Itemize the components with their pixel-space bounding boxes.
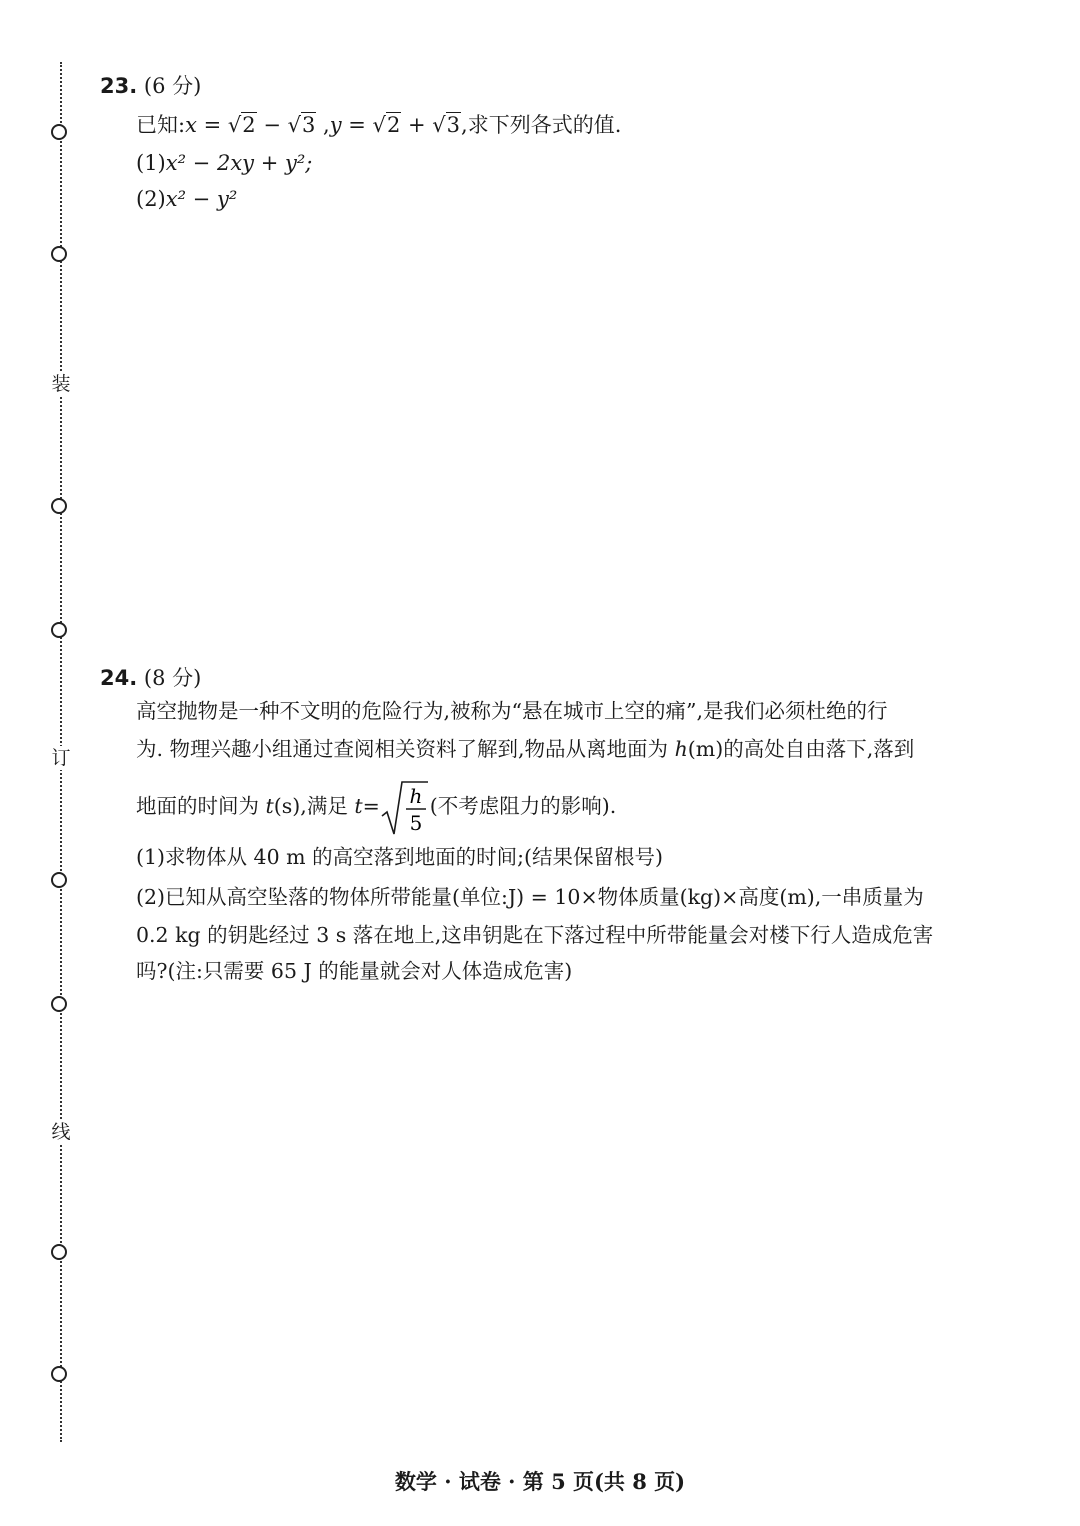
q23-part1-expr: x² − 2xy + y²; bbox=[165, 151, 313, 175]
q23-part2-expr: x² − y² bbox=[165, 187, 238, 211]
q24-header bbox=[100, 662, 201, 692]
q23-sep: , bbox=[316, 113, 330, 137]
q23-given bbox=[136, 110, 621, 140]
q23-part2-label: (2) bbox=[136, 187, 166, 211]
q24-line2-a: 为. 物理兴趣小组通过查阅相关资料了解到,物品从离地面为 bbox=[136, 737, 675, 761]
q23-eq-2: = bbox=[341, 113, 373, 137]
q24-line3-c: (不考虑阻力的影响). bbox=[429, 794, 617, 818]
q24-part2-line3: 吗?(注:只需要 65 J 的能量就会对人体造成危害) bbox=[136, 959, 573, 983]
q23-points: (6 分) bbox=[143, 74, 202, 98]
q24-line3 bbox=[136, 776, 616, 838]
sqrt-3: √3 bbox=[432, 113, 461, 137]
q24-var-h: h bbox=[674, 737, 688, 761]
q24-part1: (1)求物体从 40 m 的高空落到地面的时间;(结果保留根号) bbox=[136, 845, 664, 869]
q23-minus: − bbox=[256, 113, 288, 137]
q24-line1: 高空抛物是一种不文明的危险行为,被称为“悬在城市上空的痛”,是我们必须杜绝的行 bbox=[136, 699, 888, 723]
binding-hole bbox=[51, 996, 67, 1012]
q24-line3-b: (s),满足 bbox=[273, 794, 355, 818]
sqrt-2: √2 bbox=[372, 113, 401, 137]
margin-char-ding: 订 bbox=[51, 747, 71, 769]
binding-hole bbox=[51, 872, 67, 888]
q24-line3-a: 地面的时间为 bbox=[136, 794, 266, 818]
binding-hole bbox=[51, 1366, 67, 1382]
q24-number: 24. bbox=[100, 666, 138, 690]
q23-given-suffix: ,求下列各式的值. bbox=[461, 113, 622, 137]
q24-part2-line1: (2)已知从高空坠落的物体所带能量(单位:J) = 10×物体质量(kg)×高度(m),一串质量为 bbox=[136, 885, 924, 909]
page-footer: 数学 · 试卷 · 第 5 页(共 8 页) bbox=[394, 1469, 686, 1494]
sqrt-2: √2 bbox=[227, 113, 256, 137]
sqrt-h-over-5 bbox=[380, 778, 430, 838]
q23-part1-label: (1) bbox=[136, 151, 166, 175]
q24-var-t2: t bbox=[354, 794, 363, 818]
frac-numerator: h bbox=[409, 783, 423, 808]
binding-hole bbox=[51, 124, 67, 140]
q24-var-t: t bbox=[265, 794, 274, 818]
q23-x-var: x bbox=[185, 113, 197, 137]
q23-number: 23. bbox=[100, 74, 138, 98]
q23-plus: + bbox=[401, 113, 433, 137]
margin-char-zhuang: 装 bbox=[51, 373, 71, 395]
margin-char-xian: 线 bbox=[51, 1121, 71, 1143]
binding-hole bbox=[51, 246, 67, 262]
binding-hole bbox=[51, 622, 67, 638]
q23-eq: = bbox=[196, 113, 228, 137]
q24-line2 bbox=[136, 734, 914, 764]
q24-part2-line2: 0.2 kg 的钥匙经过 3 s 落在地上,这串钥匙在下落过程中所带能量会对楼下行人造成危害 bbox=[136, 923, 934, 947]
q23-given-prefix: 已知: bbox=[136, 113, 186, 137]
q24-line2-b: (m)的高处自由落下,落到 bbox=[687, 737, 915, 761]
sqrt-3: √3 bbox=[287, 113, 316, 137]
q24-points: (8 分) bbox=[143, 666, 202, 690]
q23-part1 bbox=[136, 148, 312, 178]
q23-part2 bbox=[136, 184, 237, 214]
q24-eq: = bbox=[362, 794, 380, 818]
q23-y-var: y bbox=[329, 113, 342, 137]
binding-hole bbox=[51, 498, 67, 514]
frac-denominator: 5 bbox=[409, 810, 423, 835]
binding-hole bbox=[51, 1244, 67, 1260]
q23-header bbox=[100, 70, 201, 100]
